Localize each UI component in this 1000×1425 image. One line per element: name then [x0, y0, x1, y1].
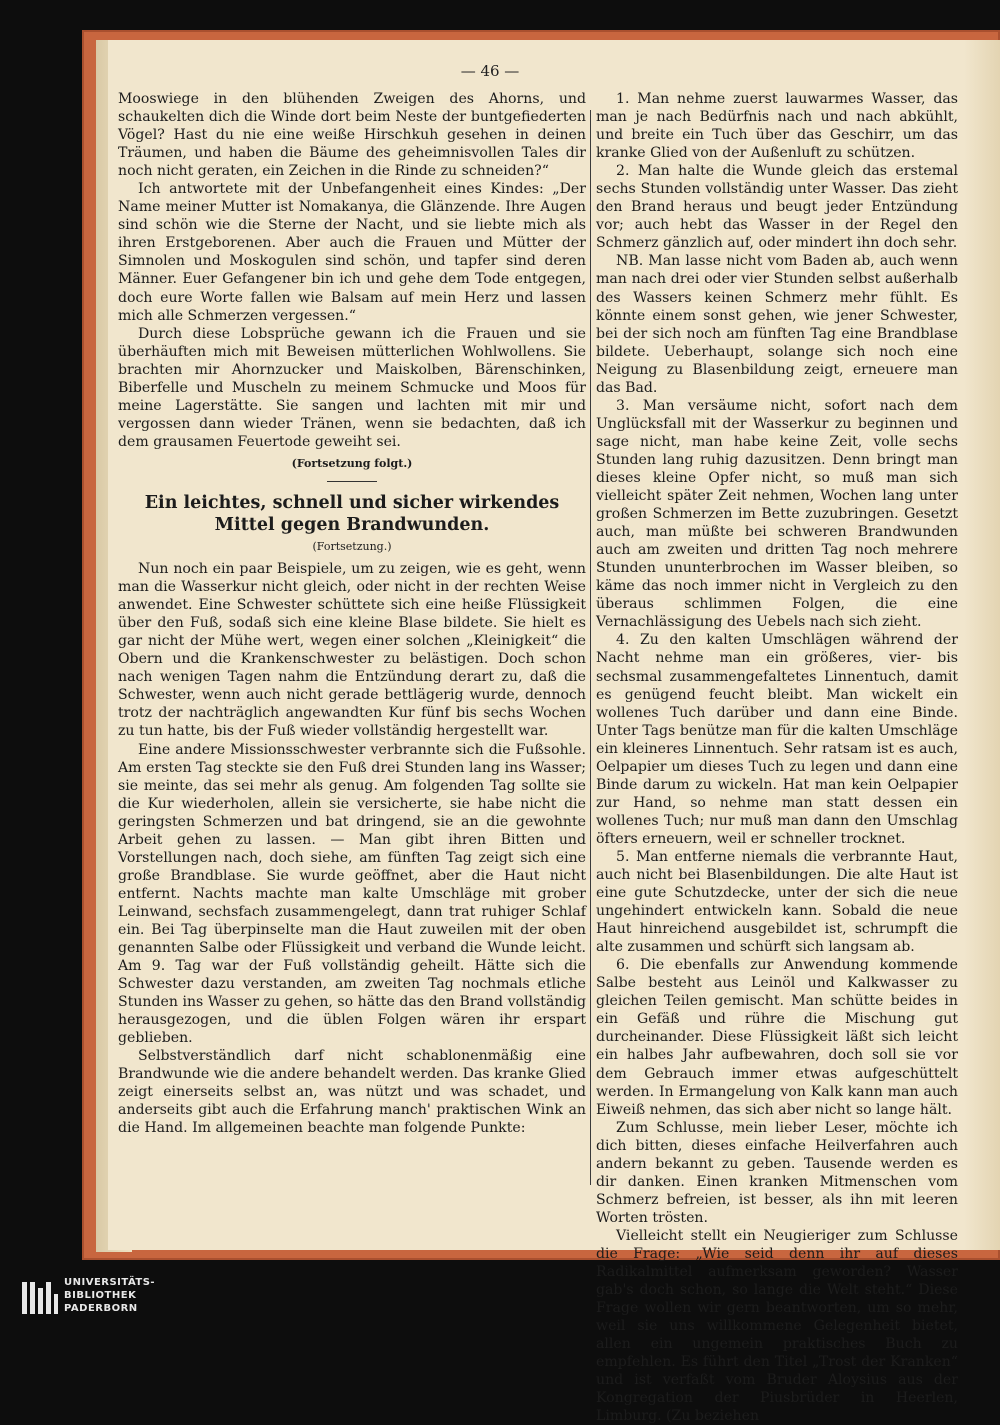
library-logo	[20, 1276, 260, 1320]
closing-paragraph: Vielleicht stellt ein Neugieriger zum Schlusse die Frage: „Wie seid denn ihr auf dieses Radikalmittel aufmerksam geworden? Wasser gab's doch schon, so lange die Welt steht.“ Diese Frage wollen wir gern beantworten, um so mehr, weil sie uns willkommene Gelegenheit bietet, allen ein ungemein praktisches Buch zu empfehlen. Es führt den Titel „Trost der Kranken“ und ist verfaßt vom Bruder Aloysius aus der Kongregation der Piusbrüder in Heerlen, Limburg. (Zu beziehen	[596, 1227, 958, 1425]
article-paragraph: Selbstverständlich darf nicht schablonenmäßig eine Brandwunde wie die andere behandelt werden. Das kranke Glied zeigt einerseits selbst an, was nützt und was schadet, und anderseits gibt auch die Erfahrung manch' praktischen Wink an die Hand. Im allgemeinen beachte man folgende Punkte:	[118, 1048, 586, 1137]
logo-line: UNIVERSITÄTS-	[64, 1277, 156, 1288]
library-logo-text	[64, 1276, 155, 1315]
page-number: — 46 —	[460, 62, 520, 80]
library-logo-icon	[20, 1280, 60, 1316]
article-paragraph: Eine andere Missionsschwester verbrannte sich die Fußsohle. Am ersten Tag steckte sie den Fuß drei Stunden lang ins Wasser; sie meinte, das sei mehr als genug. Am folgenden Tag sollte sie die Kur wiederholen, allein sie versicherte, sie habe nicht die geringsten Schmerzen und bat dringend, sie an die gewohnte Arbeit gehen zu lassen. — Man gibt ihren Bitten und Vorstellungen nach, doch siehe, am fünften Tag zeigt sich eine große Brandblase. Sie wurde geöffnet, aber die Haut nicht entfernt. Nachts machte man kalte Umschläge mit grober Leinwand, sechsfach zusammengelegt, dann trat ruhiger Schlaf ein. Bei Tag überpinselte man die Haut zuweilen mit der oben genannten Salbe oder Flüssigkeit und verband die Wunde leicht. Am 9. Tag war der Fuß vollständig geheilt. Hätte sich die Schwester dazu verstanden, am zweiten Tag nochmals etliche Stunden ins Wasser zu gehen, so hätte das den Brand vollständig herausgezogen, und die üblen Folgen wären ihr erspart geblieben.	[118, 741, 586, 1047]
rule-paragraph: 3. Man versäume nicht, sofort nach dem Unglücksfall mit der Wasserkur zu beginnen und sage nicht, man habe keine Zeit, volle sechs Stunden lang ruhig dazusitzen. Denn bringt man dieses kleine Opfer nicht, so muß man sich vielleicht später Zeit nehmen, Wochen lang unter großen Schmerzen im Bette zuzubringen. Gesetzt auch, man müßte bei schweren Brandwunden auch am zweiten und dritten Tag noch mehrere Stunden ununterbrochen im Wasser bleiben, so käme das noch immer nicht in Vergleich zu den überaus schlimmen Folgen, die eine Vernachlässigung des Uebels nach sich zieht.	[596, 397, 958, 631]
article-title-line: Ein leichtes, schnell und sicher wirkendes	[144, 492, 560, 513]
story-paragraph: Mooswiege in den blühenden Zweigen des Ahorns, und schaukelten dich die Winde dort beim Neste der buntgefiederten Vögel? Hast du nie eine weiße Hirschkuh gesehen in deinen Träumen, und haben die Bäume des geheimnisvollen Tales dir noch nicht geraten, ein Zeichen in die Rinde zu schneiden?“	[118, 91, 586, 180]
right-column	[596, 90, 958, 1425]
article-title	[118, 492, 586, 536]
story-paragraph: Ich antwortete mit der Unbefangenheit eines Kindes: „Der Name meiner Mutter ist Nomakanya, die Glänzende. Ihre Augen sind schön wie die Sterne der Nacht, und sie liebte mich als ihren Erstgeborenen. Aber auch die Frauen und Mütter der Simnolen und Moskogulen sind schön, und tapfer sind deren Männer. Euer Gefangener bin ich und gehe dem Tode entgegen, doch eure Worte fallen wie Balsam auf mein Herz und lassen mich alle Schmerzen vergessen.“	[118, 181, 586, 324]
rule-paragraph: 5. Man entferne niemals die verbrannte Haut, auch nicht bei Blasenbildungen. Die alte Haut ist eine gute Schutzdecke, unter der sich die neue ungehindert entwickeln kann. Sobald die neue Haut hinreichend ausgebildet ist, schrumpft die alte zusammen und schürft sich langsam ab.	[596, 848, 958, 956]
column-divider	[590, 110, 591, 1185]
rule-paragraph: 6. Die ebenfalls zur Anwendung kommende Salbe besteht aus Leinöl und Kalkwasser zu gleichen Teilen gemischt. Man schütte beides in ein Gefäß und rühre die Mischung gut durcheinander. Diese Flüssigkeit läßt sich leicht ein halbes Jahr aufbewahren, doch soll sie vor dem Gebrauch immer etwas aufgeschüttelt werden. In Ermangelung von Kalk kann man auch Eiweiß nehmen, das sich aber nicht so lange hält.	[596, 957, 958, 1118]
logo-line: BIBLIOTHEK	[64, 1290, 137, 1301]
article-paragraph: Nun noch ein paar Beispiele, um zu zeigen, wie es geht, wenn man die Wasserkur nicht gleich, oder nicht in der rechten Weise anwendet. Eine Schwester schüttete sich eine heiße Flüssigkeit über den Fuß, sodaß sich eine kleine Blase bildete. Sie hielt es gar nicht der Mühe wert, wegen einer solchen „Kleinigkeit“ die Obern und die Krankenschwester zu belästigen. Doch schon nach wenigen Tagen nahm die Entzündung derart zu, daß die Schwester, wenn auch nicht gerade bettlägerig wurde, dennoch trotz der nachträglich angewandten Kur fünf bis sechs Wochen zu tun hatte, bis der Fuß wieder vollständig hergestellt war.	[118, 561, 586, 740]
section-rule	[327, 481, 377, 482]
article-continuation: (Fortsetzung.)	[312, 539, 392, 553]
continued-note: (Fortsetzung folgt.)	[291, 456, 413, 470]
closing-paragraph: Zum Schlusse, mein lieber Leser, möchte ich dich bitten, dieses einfache Heilverfahren auch andern bekannt zu geben. Tausende werden es dir danken. Einen kranken Mitmenschen vom Schmerz befreien, ist besser, als ihn mit leeren Worten trösten.	[596, 1119, 958, 1226]
article-title-line: Mittel gegen Brandwunden.	[214, 514, 490, 535]
page-curl-shading	[964, 40, 1000, 1250]
story-paragraph: Durch diese Lobsprüche gewann ich die Frauen und sie überhäuften mich mit Beweisen mütterlichen Wohlwollens. Sie brachten mir Ahornzucker und Maiskolben, Bärenschinken, Biberfelle und Muscheln zu meinem Schmucke und Moos für meine Lagerstätte. Sie sangen und lachten mit mir und vergossen dann wieder Tränen, wenn sie bedachten, daß ich dem grausamen Feuertode geweiht sei.	[118, 325, 586, 450]
rule-paragraph: 2. Man halte die Wunde gleich das erstemal sechs Stunden vollständig unter Wasser. Das zieht den Brand heraus und beugt jeder Entzündung vor; auch hebt das Wasser in der Regel den Schmerz gänzlich auf, oder mindert ihn doch sehr.	[596, 163, 958, 252]
rule-paragraph: 4. Zu den kalten Umschlägen während der Nacht nehme man ein größeres, vier- bis sechsmal zusammengefaltetes Linnentuch, damit es genügend feucht bleibt. Man wickelt ein wollenes Tuch darüber und dann eine Binde. Unter Tags benütze man für die kalten Umschläge ein kleineres Linnentuch. Sehr ratsam ist es auch, Oelpapier um dieses Tuch zu legen und dann eine Binde darum zu wickeln. Hat man kein Oelpapier zur Hand, so nehme man statt dessen ein wollenes Tuch; nur muß man dann den Umschlag öfters erneuern, weil er schneller trocknet.	[596, 632, 958, 847]
left-column	[118, 90, 586, 1138]
logo-line: PADERBORN	[64, 1303, 138, 1314]
rule-paragraph: NB. Man lasse nicht vom Baden ab, auch wenn man nach drei oder vier Stunden selbst außerhalb des Wassers keinen Schmerz mehr fühlt. Es könnte einem sonst gehen, wie jener Schwester, bei der sich noch am fünften Tag eine Brandblase bildete. Ueberhaupt, solange sich noch eine Neigung zu Blasenbildung zeigt, erneuere man das Bad.	[596, 253, 958, 396]
rule-paragraph: 1. Man nehme zuerst lauwarmes Wasser, das man je nach Bedürfnis nach und nach abkühlt, und breite ein Tuch über das Geschirr, um das kranke Glied von der Außenluft zu schützen.	[596, 91, 958, 162]
